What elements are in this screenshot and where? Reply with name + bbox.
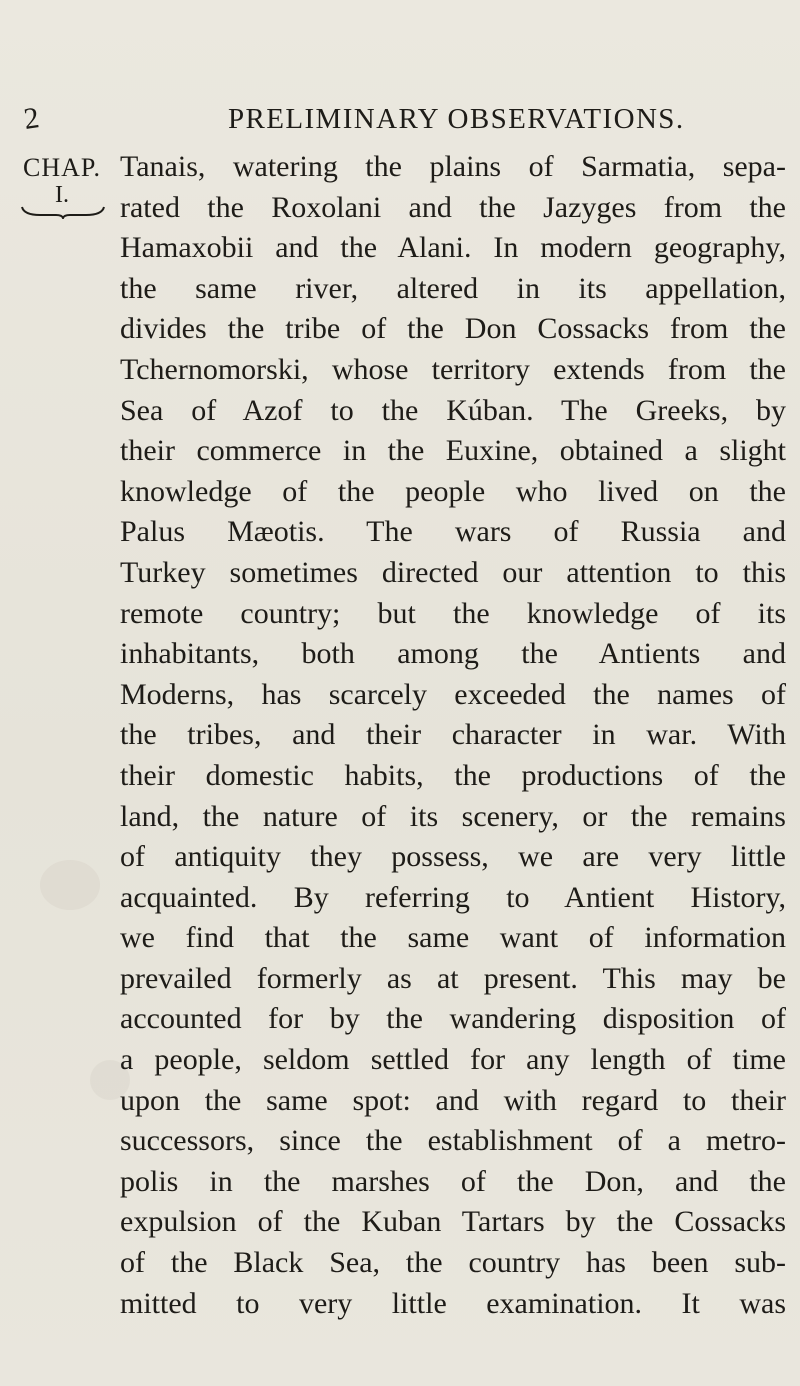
text-line: successors, since the establishment of a metro- [120,1124,786,1158]
text-line: divides the tribe of the Don Cossacks from the [120,312,786,346]
chapter-margin-note [20,153,104,219]
chapter-label: CHAP. [23,153,101,182]
text-line: acquainted. By referring to Antient History, [120,880,786,914]
text-line: remote country; but the knowledge of its [120,596,786,630]
text-line: land, the nature of its scenery, or the remains [120,799,786,833]
text-line: a people, seldom settled for any length of time [120,1043,786,1077]
paper-stain [40,860,100,910]
text-line: their commerce in the Euxine, obtained a slight [120,434,786,468]
text-line [120,147,786,188]
text-line: expulsion of the Kuban Tartars by the Cossacks [120,1205,786,1239]
page-number: 2 [21,101,42,136]
text-line: the tribes, and their character in war. With [120,718,786,752]
text-line: of the Black Sea, the country has been sub- [120,1246,786,1280]
text-line: Palus Mæotis. The wars of Russia and [120,515,786,549]
text-line: knowledge of the people who lived on the [120,474,786,508]
text-line: upon the same spot: and with regard to their [120,1083,786,1117]
line-0: Tanais, watering the plains of Sarmatia, sepa- [120,150,786,183]
text-line: their domestic habits, the productions of the [120,758,786,792]
text-line: of antiquity they possess, we are very little [120,840,786,874]
text-line: prevailed formerly as at present. This may be [120,961,786,995]
text-line: Hamaxobii and the Alani. In modern geography, [120,231,786,265]
text-line: polis in the marshes of the Don, and the [120,1164,786,1198]
text-line: we find that the same want of information [120,921,786,955]
text-line: Moderns, has scarcely exceeded the names of [120,677,786,711]
body-text [120,147,786,1324]
text-line: Turkey sometimes directed our attention to this [120,555,786,589]
text-line: Sea of Azof to the Kúban. The Greeks, by [120,393,786,427]
running-head: PRELIMINARY OBSERVATIONS. [228,103,685,135]
text-line: inhabitants, both among the Antients and [120,637,786,671]
chapter-number: I. [55,182,69,208]
text-line: Tchernomorski, whose territory extends from the [120,352,786,386]
text-line: the same river, altered in its appellation, [120,271,786,305]
text-line: rated the Roxolani and the Jazyges from the [120,190,786,224]
text-line: accounted for by the wandering disposition of [120,1002,786,1036]
text-line: mitted to very little examination. It was [120,1286,786,1320]
